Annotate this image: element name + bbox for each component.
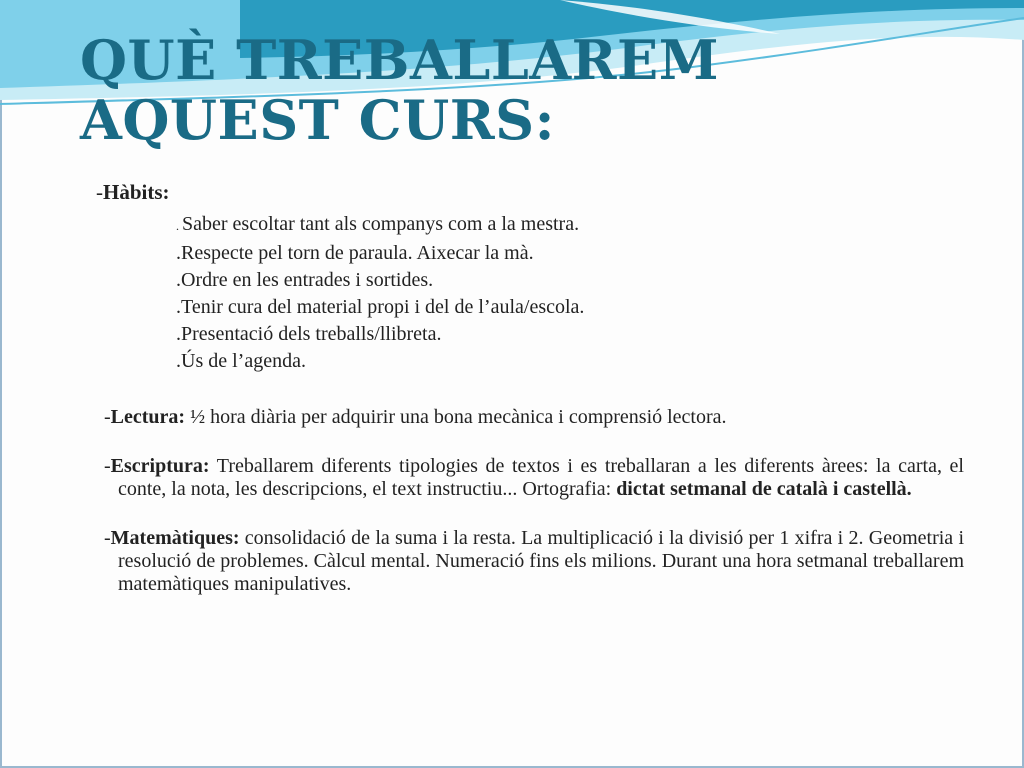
habit-item	[176, 321, 964, 348]
habit-text: Ús de l’agenda.	[181, 350, 306, 372]
habit-text: Tenir cura del material propi i del de l’aula/escola.	[181, 296, 585, 318]
habit-text: Ordre en les entrades i sortides.	[181, 269, 434, 291]
habit-item	[176, 267, 964, 294]
habit-list	[96, 211, 964, 375]
habit-item	[176, 348, 964, 375]
habit-text: Saber escoltar tant als companys com a la mestra.	[182, 213, 580, 235]
habit-item	[176, 211, 964, 240]
matematiques-paragraph	[96, 527, 964, 596]
matematiques-label: Matemàtiques:	[110, 527, 240, 549]
habit-text: Presentació dels treballs/llibreta.	[181, 323, 442, 345]
escriptura-bold-end: dictat setmanal de català i castellà.	[616, 478, 912, 500]
habit-bullet: .	[176, 323, 181, 345]
habits-heading	[96, 180, 964, 205]
habit-bullet: .	[176, 219, 182, 233]
matematiques-prefix: -	[104, 527, 111, 549]
habits-label: Hàbits:	[103, 180, 170, 204]
habit-bullet: .	[176, 269, 181, 291]
slide-title	[80, 30, 719, 150]
lectura-prefix: -	[104, 406, 111, 428]
lectura-text: ½ hora diària per adquirir una bona mecànica i comprensió lectora.	[185, 406, 727, 428]
escriptura-paragraph	[96, 455, 964, 501]
escriptura-prefix: -	[104, 455, 111, 477]
escriptura-text: Treballarem diferents tipologies de textos i es treballaran a les diferents àrees: la carta, el conte, la nota, les descripcions, el text instructiu... Ortografia:	[118, 455, 964, 500]
habit-item	[176, 240, 964, 267]
habits-prefix: -	[96, 180, 103, 204]
habit-bullet: .	[176, 350, 181, 372]
habit-text: Respecte pel torn de paraula. Aixecar la mà.	[181, 242, 534, 264]
habit-bullet: .	[176, 242, 181, 264]
habit-bullet: .	[176, 296, 181, 318]
lectura-label: Lectura:	[110, 406, 186, 428]
habit-item	[176, 294, 964, 321]
title-line-2: AQUEST CURS:	[80, 88, 556, 152]
matematiques-text: consolidació de la suma i la resta. La multiplicació i la divisió per 1 xifra i 2. Geometria i resolució de problemes. Càlcul mental. Numeració fins els milions. Durant una hora setmanal treballarem matemàtiques manipulatives.	[118, 527, 964, 595]
lectura-paragraph	[96, 406, 964, 429]
title-line-1: QUÈ TREBALLAREM	[80, 28, 719, 92]
escriptura-label: Escriptura:	[110, 455, 210, 477]
slide-content	[96, 180, 964, 596]
